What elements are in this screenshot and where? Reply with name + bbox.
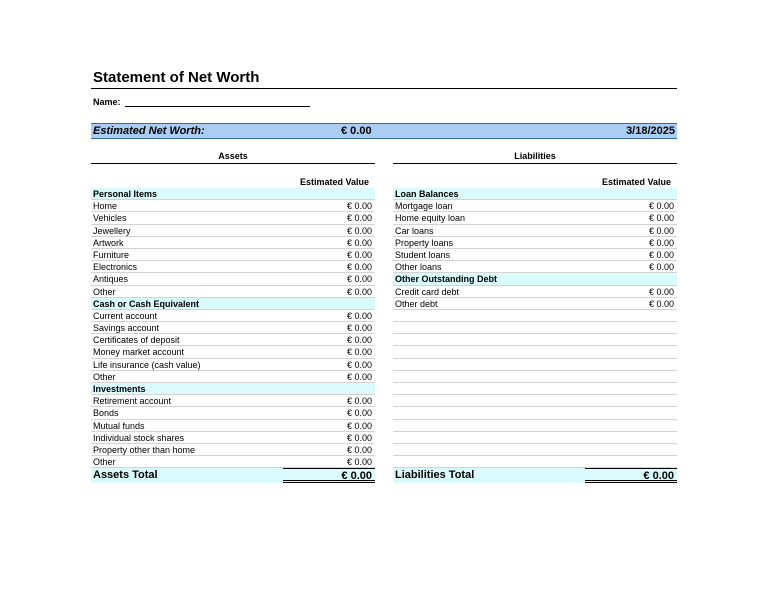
item-value[interactable]: € 0.00: [346, 371, 372, 382]
empty-row[interactable]: [393, 310, 677, 322]
net-worth-date[interactable]: 3/18/2025: [626, 125, 675, 137]
table-row: [91, 261, 375, 273]
table-row: [393, 225, 677, 237]
item-value[interactable]: € 0.00: [346, 408, 372, 419]
item-value[interactable]: € 0.00: [648, 237, 674, 248]
empty-row[interactable]: [393, 432, 677, 444]
item-label: Retirement account: [93, 396, 172, 407]
table-row: [91, 420, 375, 432]
item-label: Artwork: [93, 237, 124, 248]
item-value[interactable]: € 0.00: [346, 262, 372, 273]
table-row: [91, 237, 375, 249]
item-value[interactable]: € 0.00: [346, 237, 372, 248]
table-row: [91, 225, 375, 237]
item-label: Car loans: [395, 225, 434, 236]
table-row: [393, 261, 677, 273]
item-value[interactable]: € 0.00: [346, 213, 372, 224]
empty-row[interactable]: [393, 359, 677, 371]
item-label: Other debt: [395, 298, 438, 309]
table-row: [393, 286, 677, 298]
item-value[interactable]: € 0.00: [648, 262, 674, 273]
item-label: Certificates of deposit: [93, 335, 180, 346]
item-value[interactable]: € 0.00: [648, 286, 674, 297]
table-row: [91, 212, 375, 224]
table-row: [91, 346, 375, 358]
assets-rows: [91, 188, 375, 468]
category-row: [91, 383, 375, 395]
liabilities-total-row: [393, 468, 677, 483]
item-label: Vehicles: [93, 213, 127, 224]
empty-row[interactable]: [393, 407, 677, 419]
net-worth-sheet: [91, 68, 677, 483]
table-row: [91, 249, 375, 261]
empty-row[interactable]: [393, 383, 677, 395]
category-label: Cash or Cash Equivalent: [93, 298, 200, 309]
net-worth-value[interactable]: € 0.00: [341, 125, 372, 137]
table-row: [91, 432, 375, 444]
category-row: [91, 188, 375, 200]
item-label: Furniture: [93, 249, 130, 260]
category-label: Loan Balances: [395, 189, 459, 199]
item-value[interactable]: € 0.00: [346, 457, 372, 468]
empty-row[interactable]: [393, 334, 677, 346]
assets-total-value[interactable]: € 0.00: [283, 468, 375, 483]
category-row: [393, 273, 677, 285]
item-label: Mutual funds: [93, 420, 145, 431]
item-value[interactable]: € 0.00: [346, 432, 372, 443]
item-value[interactable]: € 0.00: [346, 310, 372, 321]
empty-row[interactable]: [393, 346, 677, 358]
table-row: [393, 212, 677, 224]
table-row: [393, 298, 677, 310]
category-label: Other Outstanding Debt: [395, 274, 497, 285]
item-label: Current account: [93, 310, 158, 321]
item-label: Mortgage loan: [395, 201, 453, 212]
item-label: Home equity loan: [395, 213, 466, 224]
category-label: Investments: [93, 384, 146, 394]
item-label: Home: [93, 201, 118, 212]
item-value[interactable]: € 0.00: [648, 249, 674, 260]
empty-row[interactable]: [393, 395, 677, 407]
item-value[interactable]: € 0.00: [346, 359, 372, 370]
item-value[interactable]: € 0.00: [346, 444, 372, 455]
assets-heading: Assets: [91, 150, 375, 164]
item-label: Jewellery: [93, 225, 131, 236]
liabilities-rows: [393, 188, 677, 468]
item-value[interactable]: € 0.00: [648, 225, 674, 236]
item-value[interactable]: € 0.00: [346, 396, 372, 407]
item-value[interactable]: € 0.00: [346, 286, 372, 297]
item-value[interactable]: € 0.00: [648, 298, 674, 309]
table-row: [91, 286, 375, 298]
empty-row[interactable]: [393, 456, 677, 468]
item-label: Property loans: [395, 237, 454, 248]
table-row: [393, 249, 677, 261]
table-row: [393, 200, 677, 212]
table-row: [91, 322, 375, 334]
item-label: Life insurance (cash value): [93, 359, 201, 370]
item-label: Individual stock shares: [93, 432, 185, 443]
item-value[interactable]: € 0.00: [346, 249, 372, 260]
empty-row[interactable]: [393, 420, 677, 432]
item-value[interactable]: € 0.00: [346, 420, 372, 431]
liabilities-value-heading: Estimated Value: [601, 177, 671, 187]
table-row: [393, 237, 677, 249]
item-value[interactable]: € 0.00: [648, 201, 674, 212]
item-value[interactable]: € 0.00: [346, 323, 372, 334]
table-row: [91, 407, 375, 419]
item-label: Antiques: [93, 274, 129, 285]
item-label: Money market account: [93, 347, 185, 358]
name-label: Name:: [93, 97, 121, 107]
table-row: [91, 444, 375, 456]
empty-row[interactable]: [393, 371, 677, 383]
name-row: [91, 95, 677, 107]
item-label: Student loans: [395, 249, 451, 260]
item-value[interactable]: € 0.00: [346, 274, 372, 285]
empty-row[interactable]: [393, 322, 677, 334]
liabilities-total-value[interactable]: € 0.00: [585, 468, 677, 483]
item-value[interactable]: € 0.00: [346, 335, 372, 346]
category-label: Personal Items: [93, 189, 158, 199]
item-label: Credit card debt: [395, 286, 460, 297]
table-row: [91, 371, 375, 383]
liabilities-column: [393, 150, 677, 483]
item-label: Other: [93, 286, 116, 297]
assets-total-label: Assets Total: [93, 469, 158, 482]
item-label: Electronics: [93, 262, 138, 273]
item-value[interactable]: € 0.00: [648, 213, 674, 224]
net-worth-label: Estimated Net Worth:: [93, 125, 205, 137]
item-value[interactable]: € 0.00: [346, 347, 372, 358]
item-label: Savings account: [93, 323, 160, 334]
table-row: [91, 200, 375, 212]
item-label: Other: [93, 371, 116, 382]
category-row: [393, 188, 677, 200]
assets-value-heading: Estimated Value: [299, 177, 369, 187]
assets-total-row: [91, 468, 375, 483]
item-value[interactable]: € 0.00: [346, 201, 372, 212]
assets-column: [91, 150, 375, 483]
liabilities-total-label: Liabilities Total: [395, 469, 475, 482]
table-row: [91, 359, 375, 371]
empty-row[interactable]: [393, 444, 677, 456]
table-row: [91, 395, 375, 407]
page-title: Statement of Net Worth: [91, 68, 677, 89]
liabilities-heading: Liabilities: [393, 150, 677, 164]
table-row: [91, 273, 375, 285]
item-label: Other: [93, 457, 116, 468]
item-label: Other loans: [395, 262, 442, 273]
item-label: Property other than home: [93, 444, 196, 455]
table-row: [91, 456, 375, 468]
item-label: Bonds: [93, 408, 119, 419]
item-value[interactable]: € 0.00: [346, 225, 372, 236]
name-field[interactable]: [125, 97, 310, 107]
table-row: [91, 310, 375, 322]
net-worth-bar: [91, 123, 677, 139]
table-row: [91, 334, 375, 346]
category-row: [91, 298, 375, 310]
